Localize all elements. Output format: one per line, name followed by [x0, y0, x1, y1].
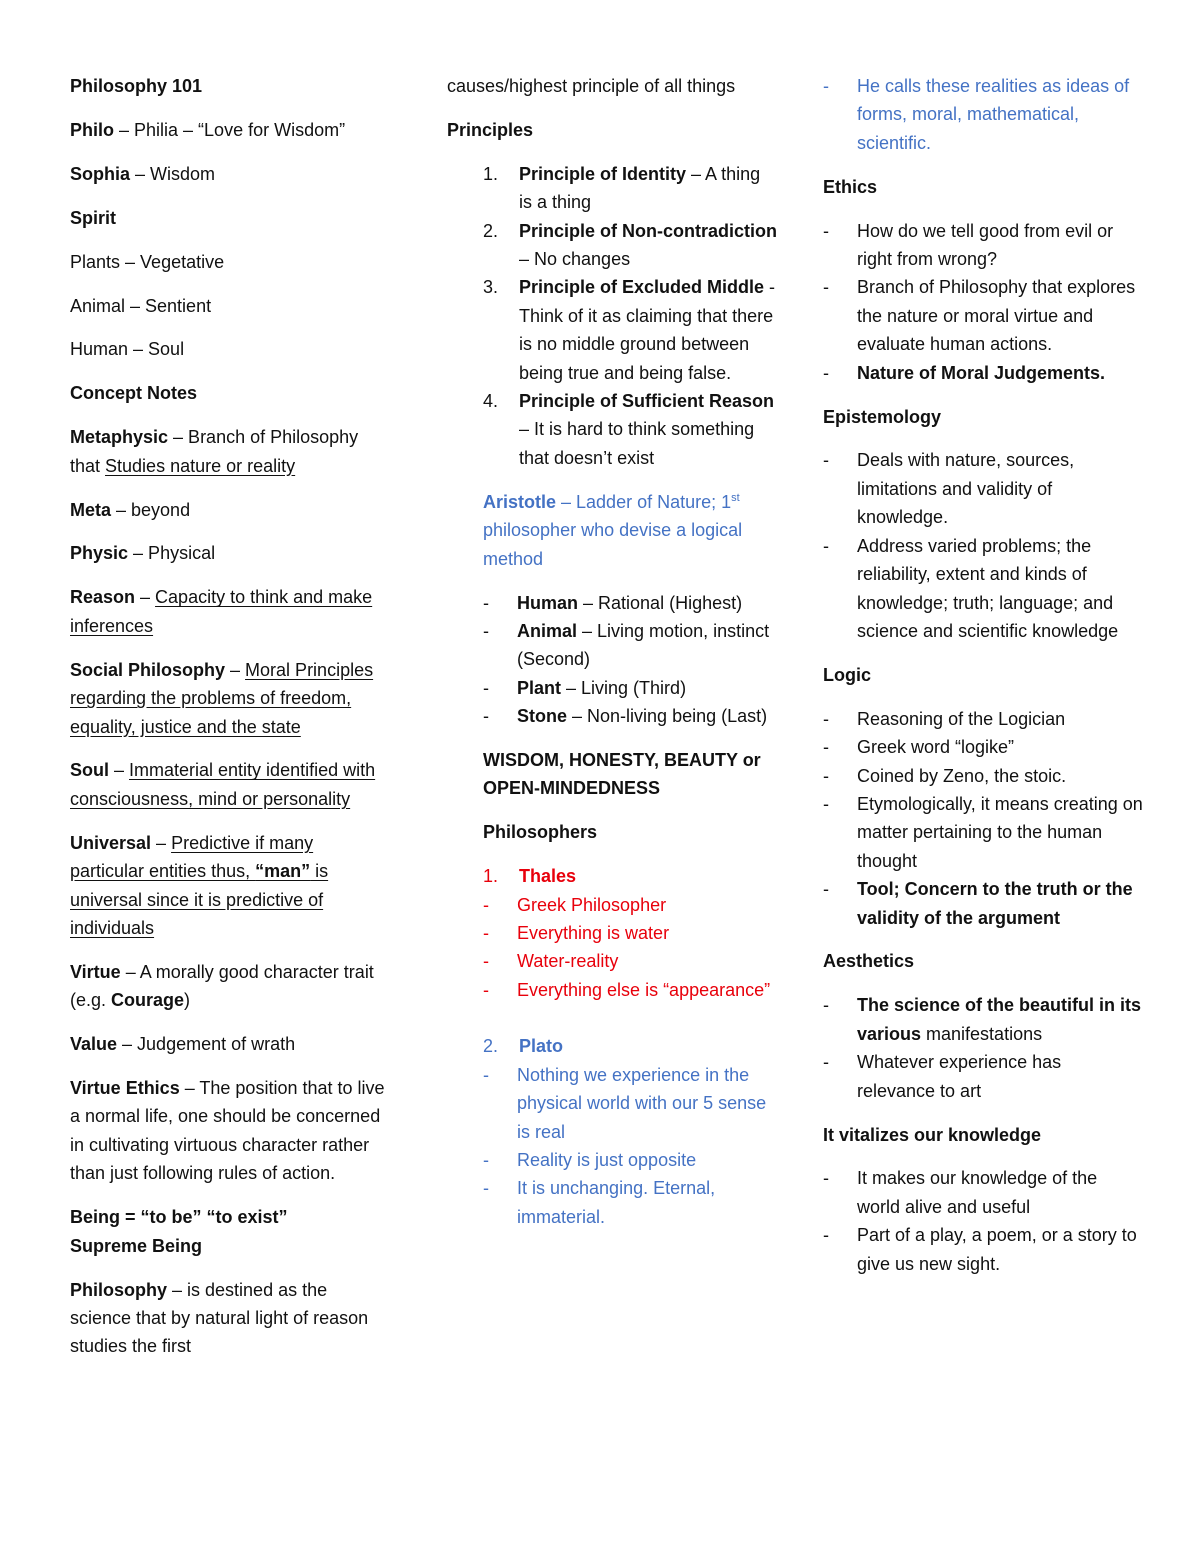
- wisdom-heading: WISDOM, HONESTY, BEAUTY or OPEN-MINDEDNESS: [483, 750, 761, 799]
- dash-marker: -: [823, 737, 829, 758]
- item-text: – Non-living being (Last): [567, 706, 768, 727]
- item-text: Reality is just opposite: [517, 1149, 697, 1170]
- value-entry: Value – Judgement of wrath: [70, 1034, 296, 1055]
- principle-number: 1.: [483, 163, 499, 184]
- dash-marker: -: [483, 1178, 489, 1199]
- ethics-heading: Ethics: [823, 176, 878, 197]
- vitalizes-list: [787, 1164, 1143, 1278]
- item-text: Address varied problems; the reliability, extent and kinds of knowledge; truth; language; and science and scientific knowledge: [857, 535, 1119, 641]
- principle-def: – It is hard to think something that doesn’t exist: [519, 419, 755, 468]
- dash-marker: -: [823, 793, 829, 814]
- philo-entry: Philo – Philia – “Love for Wisdom”: [70, 119, 346, 140]
- principle-item: [483, 217, 777, 274]
- vitalizes-heading: It vitalizes our knowledge: [823, 1124, 1042, 1145]
- list-item: [447, 891, 777, 919]
- dash-marker: -: [823, 1225, 829, 1246]
- plato-continued-list: [787, 72, 1143, 157]
- dash-marker: -: [483, 894, 489, 915]
- principle-term: Principle of Identity: [519, 163, 687, 184]
- item-term: Stone: [517, 706, 568, 727]
- list-item: [787, 875, 1143, 932]
- list-item: [447, 1174, 777, 1231]
- sophia-entry: Sophia – Wisdom: [70, 163, 216, 184]
- list-item: [787, 790, 1143, 875]
- dash-marker: -: [483, 706, 489, 727]
- plato-list: [447, 1061, 777, 1231]
- item-text: Branch of Philosophy that explores the nature or moral virtue and evaluate human actions.: [857, 277, 1136, 355]
- dash-marker: -: [483, 1064, 489, 1085]
- virtue-ethics-entry: Virtue Ethics – The position that to live a normal life, one should be concerned in cultivating virtuous character rather than just following rules of action.: [70, 1078, 385, 1184]
- thales-list: [447, 891, 777, 1005]
- meta-entry: Meta – beyond: [70, 499, 191, 520]
- list-item: [447, 1146, 777, 1174]
- soul-entry: Soul – Immaterial entity identified with consciousness, mind or personality: [70, 760, 376, 809]
- aristotle-entry: Aristotle – Ladder of Nature; 1st philosopher who devise a logical method: [483, 491, 743, 569]
- being-entry: Being = “to be” “to exist” Supreme Being: [70, 1207, 288, 1256]
- logic-heading: Logic: [823, 664, 871, 685]
- plants-entry: Plants – Vegetative: [70, 251, 225, 272]
- principle-def: - Think of it as claiming that there is no middle ground between being true and being false.: [519, 277, 776, 383]
- principle-item: [483, 160, 777, 217]
- aesthetics-heading: Aesthetics: [823, 951, 915, 972]
- plato-heading: 2. Plato: [483, 1036, 564, 1057]
- ladder-list: [447, 589, 777, 731]
- philosophy-entry: Philosophy – is destined as the science that by natural light of reason studies the first: [70, 1279, 369, 1357]
- dash-marker: -: [483, 620, 489, 641]
- dash-marker: -: [823, 220, 829, 241]
- list-item: [447, 589, 777, 617]
- principles-list: [483, 160, 777, 472]
- principle-number: 2.: [483, 220, 499, 241]
- page-title: Philosophy 101: [70, 76, 203, 96]
- human-entry: Human – Soul: [70, 339, 185, 360]
- principle-term: Principle of Sufficient Reason: [519, 391, 775, 412]
- philosophers-heading: Philosophers: [483, 822, 598, 843]
- dash-marker: -: [483, 979, 489, 1000]
- social-philosophy-entry: Social Philosophy – Moral Principles regarding the problems of freedom, equality, justice and the state: [70, 659, 374, 737]
- list-item: [787, 217, 1143, 274]
- list-item: [787, 273, 1143, 358]
- item-text: Everything else is “appearance”: [517, 979, 771, 1000]
- principles-heading: Principles: [447, 119, 534, 140]
- list-item: [447, 919, 777, 947]
- list-item: [447, 947, 777, 975]
- item-term: Tool; Concern to the truth or the validity of the argument: [857, 879, 1133, 928]
- reason-entry: Reason – Capacity to think and make inferences: [70, 587, 373, 636]
- list-item: [787, 1221, 1143, 1278]
- item-text: Reasoning of the Logician: [857, 708, 1066, 729]
- dash-marker: -: [823, 879, 829, 900]
- spirit-heading: Spirit: [70, 207, 117, 228]
- list-item: [447, 1061, 777, 1146]
- aesthetics-list: [787, 991, 1143, 1105]
- dash-marker: -: [823, 362, 829, 383]
- dash-marker: -: [823, 535, 829, 556]
- list-item: [447, 617, 777, 674]
- list-item: [787, 1164, 1143, 1221]
- dash-marker: -: [823, 1168, 829, 1189]
- item-text: Greek word “logike”: [857, 737, 1015, 758]
- universal-entry: Universal – Predictive if many particular entities thus, “man” is universal since it is predictive of individuals: [70, 832, 329, 938]
- dash-marker: -: [823, 765, 829, 786]
- list-item: [787, 532, 1143, 646]
- dash-marker: -: [483, 592, 489, 613]
- dash-marker: -: [483, 951, 489, 972]
- column-3: [823, 72, 1143, 1294]
- dash-marker: -: [823, 708, 829, 729]
- list-item: - Whatever experience has relevance to art: [823, 1052, 1062, 1101]
- item-text: How do we tell good from evil or right from wrong?: [857, 220, 1114, 270]
- principle-def: – No changes: [519, 249, 631, 270]
- epistemology-list: [787, 446, 1143, 645]
- list-item: [787, 705, 1143, 733]
- principle-term: Principle of Non-contradiction: [519, 220, 778, 241]
- list-item: [787, 762, 1143, 790]
- item-text: Deals with nature, sources, limitations and validity of knowledge.: [857, 450, 1075, 528]
- item-text: – Living (Third): [561, 677, 687, 698]
- ethics-list: [787, 217, 1143, 387]
- item-term: Human: [517, 592, 579, 613]
- philosophy-continued: causes/highest principle of all things: [447, 76, 736, 96]
- logic-list: [787, 705, 1143, 932]
- item-text: Part of a play, a poem, or a story to give us new sight.: [857, 1225, 1137, 1274]
- epistemology-heading: Epistemology: [823, 406, 942, 427]
- physic-entry: Physic – Physical: [70, 543, 216, 564]
- principle-number: 4.: [483, 391, 499, 412]
- principle-term: Principle of Excluded Middle: [519, 277, 765, 298]
- principle-number: 3.: [483, 277, 499, 298]
- dash-marker: -: [483, 923, 489, 944]
- list-item: [447, 674, 777, 702]
- list-item: [787, 446, 1143, 531]
- item-text: Greek Philosopher: [517, 894, 667, 915]
- list-item: - The science of the beautiful in its various manifestations: [823, 995, 1142, 1044]
- dash-marker: -: [823, 277, 829, 298]
- item-text: Coined by Zeno, the stoic.: [857, 765, 1067, 786]
- list-item: [787, 733, 1143, 761]
- item-text: Everything is water: [517, 923, 670, 944]
- item-text: It is unchanging. Eternal, immaterial.: [517, 1178, 716, 1227]
- virtue-entry: Virtue – A morally good character trait (e.g. Courage): [70, 961, 374, 1011]
- item-text: Etymologically, it means creating on matter pertaining to the human thought: [857, 793, 1143, 871]
- principle-def: – A thing is a thing: [519, 163, 761, 213]
- item-text: Water-reality: [517, 951, 619, 972]
- dash-marker: -: [483, 1149, 489, 1170]
- dash-marker: -: [483, 677, 489, 698]
- thales-heading: 1. Thales: [483, 866, 577, 887]
- item-text: – Rational (Highest): [578, 592, 743, 613]
- item-term: Plant: [517, 677, 562, 698]
- metaphysic-entry: Metaphysic – Branch of Philosophy that Studies nature or reality: [70, 427, 359, 476]
- concept-notes-heading: Concept Notes: [70, 383, 198, 404]
- animal-entry: Animal – Sentient: [70, 295, 212, 316]
- item-term: Nature of Moral Judgements: [857, 362, 1101, 383]
- column-2: [447, 72, 777, 1247]
- plato-continued: - He calls these realities as ideas of forms, moral, mathematical, scientific.: [823, 76, 1130, 153]
- dash-marker: -: [823, 450, 829, 471]
- list-item: [787, 359, 1143, 387]
- item-term: Animal: [517, 620, 578, 641]
- item-text: It makes our knowledge of the world alive and useful: [857, 1168, 1098, 1217]
- list-item: [447, 702, 777, 730]
- column-1: [70, 72, 390, 1376]
- principle-item: [483, 387, 777, 472]
- item-text: Nothing we experience in the physical world with our 5 sense is real: [517, 1064, 767, 1142]
- principle-item: [483, 273, 777, 387]
- list-item: [447, 976, 777, 1004]
- item-text: – Living motion, instinct (Second): [517, 620, 770, 670]
- item-text: .: [1100, 362, 1106, 383]
